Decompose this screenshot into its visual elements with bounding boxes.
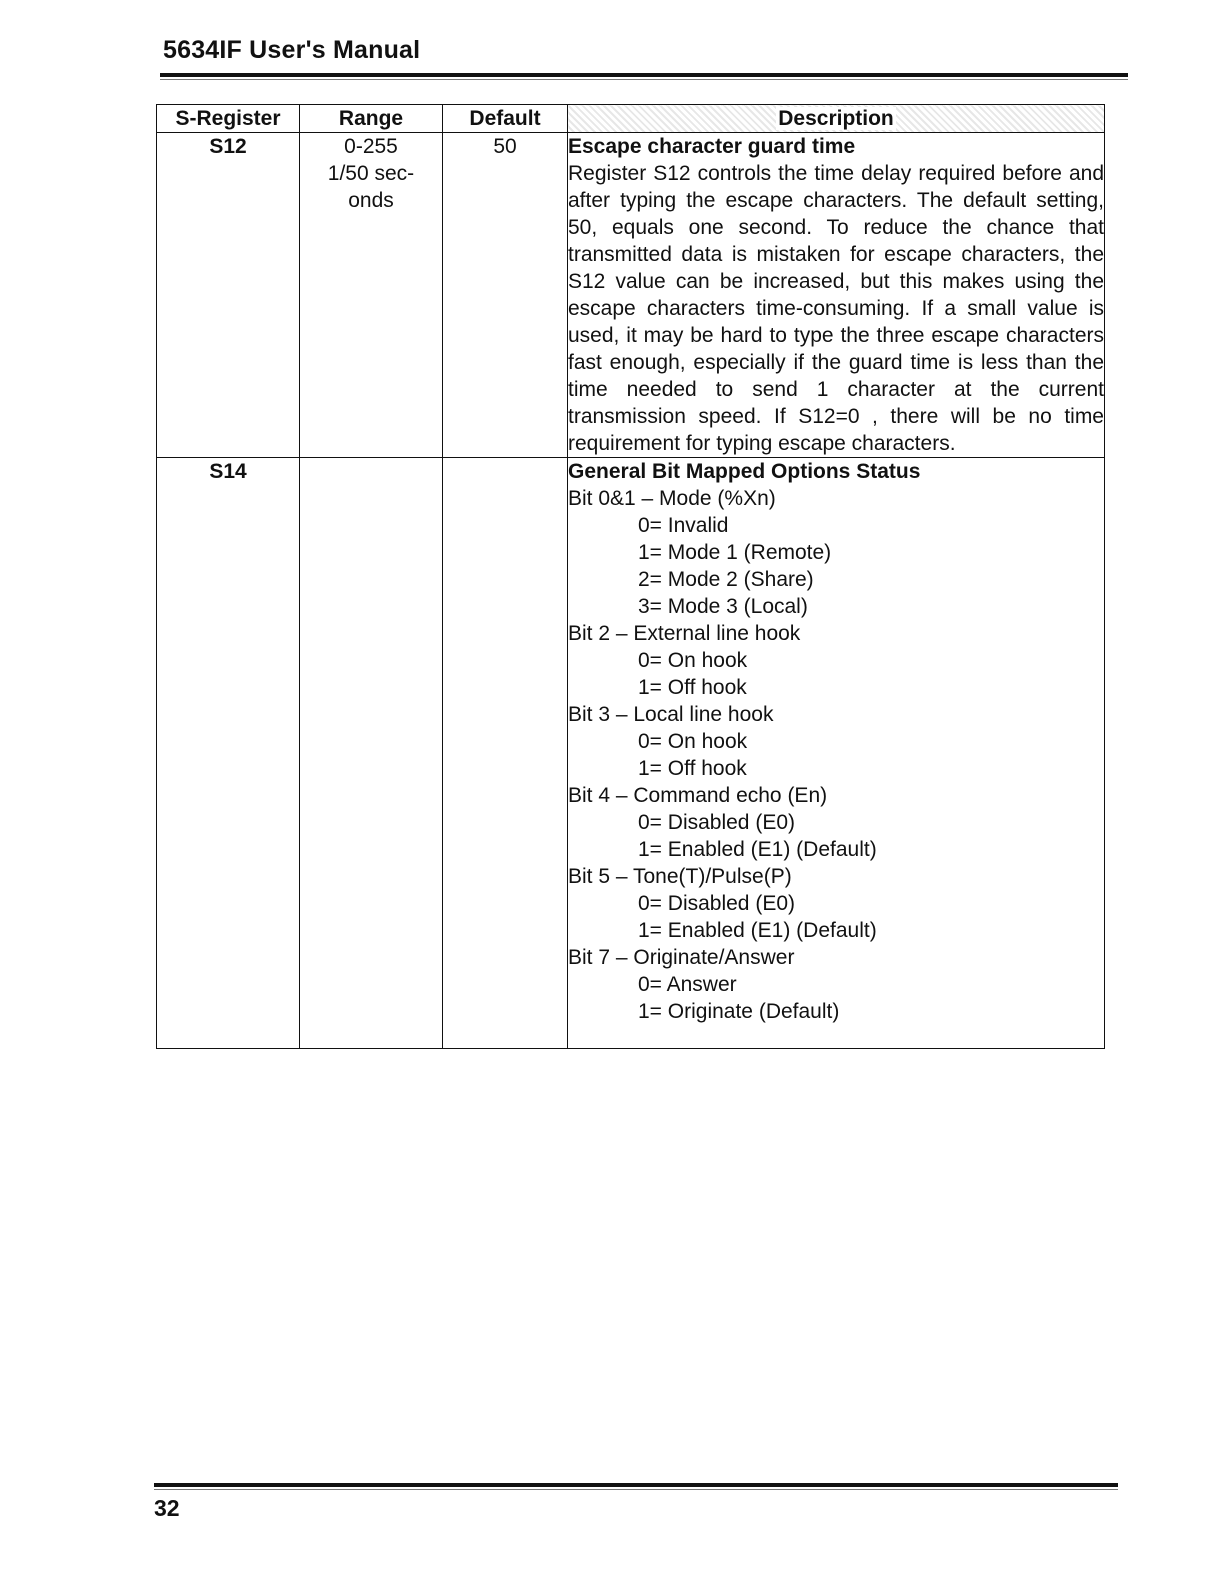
register-default: 50	[443, 133, 568, 458]
bit-option: 1= Enabled (E1) (Default)	[638, 838, 877, 861]
bit-label: Bit 4 – Command echo (En)	[568, 784, 828, 807]
bit-label: Bit 0&1 – Mode (%Xn)	[568, 487, 776, 510]
bit-option: 1= Originate (Default)	[638, 1000, 840, 1023]
col-header-description-label: Description	[778, 107, 894, 130]
bit-option: 1= Enabled (E1) (Default)	[638, 919, 877, 942]
col-header-description	[568, 105, 1105, 133]
bit-option: 3= Mode 3 (Local)	[638, 595, 808, 618]
description-title: Escape character guard time	[568, 135, 856, 158]
bit-option: 0= Answer	[638, 973, 737, 996]
bit-option: 0= Disabled (E0)	[638, 892, 795, 915]
register-default	[443, 458, 568, 1049]
register-description	[568, 458, 1105, 1049]
bit-option: 1= Off hook	[638, 676, 747, 699]
description-body: Register S12 controls the time delay required before and after typing the escape characters. The default setting, 50, equals one second. To reduce the chance that transmitted data is mistaken for escape characters, the S12 value can be increased, but this makes using the escape characters time-consuming. If a small value is used, it may be hard to type the three escape characters fast enough, especially if the guard time is less than the time needed to send 1 character at the current transmission speed. If S12=0 , there will be no time requirement for typing escape characters.	[568, 162, 1104, 455]
bit-option: 0= Disabled (E0)	[638, 811, 795, 834]
table-header-row	[157, 105, 1105, 133]
range-line: onds	[348, 189, 394, 212]
col-header-range: Range	[300, 105, 443, 133]
footer-rule-thin	[154, 1489, 1118, 1490]
range-line: 1/50 sec-	[327, 162, 415, 185]
col-header-default: Default	[443, 105, 568, 133]
s-register-table	[156, 104, 1105, 1049]
bit-label: Bit 7 – Originate/Answer	[568, 946, 795, 969]
bit-option: 1= Off hook	[638, 757, 747, 780]
bit-label: Bit 2 – External line hook	[568, 622, 801, 645]
footer-rule	[154, 1483, 1118, 1487]
table-row	[157, 133, 1105, 458]
manual-title: 5634IF User's Manual	[163, 36, 421, 64]
table-row	[157, 458, 1105, 1049]
header-rule	[160, 73, 1128, 77]
register-range	[300, 458, 443, 1049]
bit-label: Bit 5 – Tone(T)/Pulse(P)	[568, 865, 792, 888]
register-name: S12	[157, 133, 300, 458]
header-rule-thin	[160, 79, 1128, 80]
page-number: 32	[154, 1495, 180, 1521]
bit-label: Bit 3 – Local line hook	[568, 703, 774, 726]
register-name: S14	[157, 458, 300, 1049]
bit-option: 0= Invalid	[638, 514, 729, 537]
col-header-s-register: S-Register	[157, 105, 300, 133]
register-range	[300, 133, 443, 458]
bit-option: 0= On hook	[638, 730, 748, 753]
bit-option: 2= Mode 2 (Share)	[638, 568, 814, 591]
range-line: 0-255	[344, 135, 398, 158]
description-title: General Bit Mapped Options Status	[568, 460, 921, 483]
bit-option: 0= On hook	[638, 649, 748, 672]
bit-option: 1= Mode 1 (Remote)	[638, 541, 832, 564]
register-description	[568, 133, 1105, 458]
